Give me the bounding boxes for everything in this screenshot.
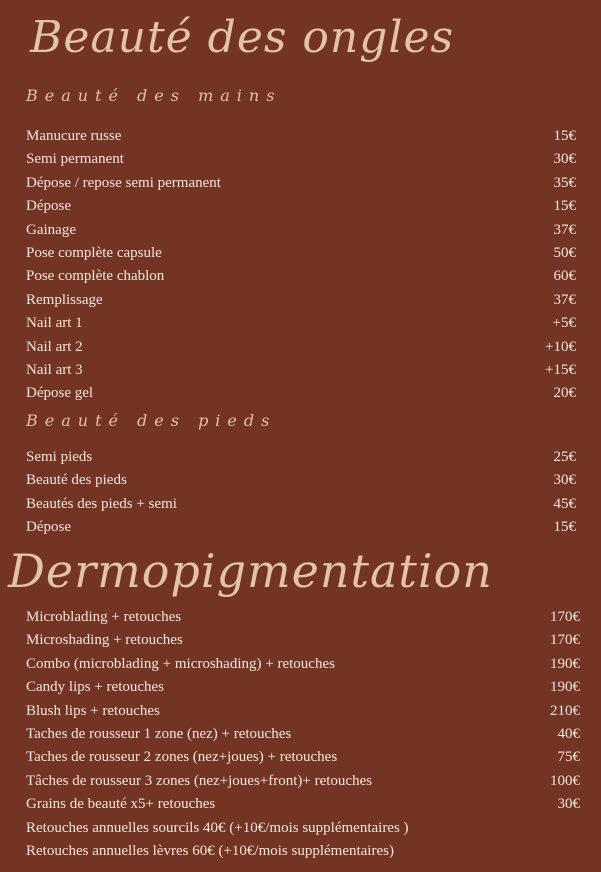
price-row [26,359,576,382]
price-row [26,493,576,516]
service-name: Dépose [26,519,71,536]
service-price: 15€ [553,519,576,536]
service-price: 100€ [550,772,580,789]
service-price: 15€ [553,128,576,144]
price-list-dermopigmentation [26,606,580,863]
service-price: 210€ [550,702,580,719]
service-price: 15€ [553,198,576,215]
service-price: 37€ [553,291,576,308]
subtitle-mains: Beauté des mains [26,86,282,105]
price-row [26,219,576,242]
service-price: 50€ [553,244,576,261]
service-name: Manucure russe [26,128,122,144]
service-name: Blush lips + retouches [26,702,160,719]
price-list-mains [26,125,576,406]
service-name: Nail art 1 [26,315,83,332]
service-name: Retouches annuelles sourcils 40€ (+10€/mois supplémentaires ) [26,819,409,836]
service-name: Retouches annuelles lèvres 60€ (+10€/mois supplémentaires) [26,842,394,859]
service-name: Microshading + retouches [26,632,183,649]
service-name: Tâches de rousseur 3 zones (nez+joues+front)+ retouches [26,772,373,789]
price-row [26,289,576,312]
service-price: 170€ [550,632,580,649]
service-price: 60€ [553,268,576,285]
service-name: Semi pieds [26,449,93,465]
service-name: Nail art 2 [26,338,83,355]
service-price: 170€ [550,609,580,625]
service-name: Nail art 3 [26,361,83,378]
price-row [26,265,576,288]
service-price: 30€ [557,796,580,813]
service-price: 45€ [553,495,576,512]
price-row [26,723,580,746]
service-name: Semi permanent [26,151,124,168]
service-price: +10€ [545,338,576,355]
price-row [26,606,580,629]
service-name: Pose complète capsule [26,244,162,261]
service-price: 190€ [550,655,580,672]
service-name: Beauté des pieds [26,472,127,489]
service-name: Candy lips + retouches [26,679,165,696]
service-name: Combo (microblading + microshading) + retouches [26,655,335,672]
service-name: Dépose gel [26,385,94,402]
service-price: 37€ [553,221,576,238]
price-row [26,336,576,359]
service-name: Taches de rousseur 1 zone (nez) + retouches [26,725,292,742]
price-row [26,446,576,469]
price-row [26,793,580,816]
service-price: +15€ [545,361,576,378]
price-row [26,148,576,171]
service-price: 25€ [553,449,576,465]
service-name: Pose complète chablon [26,268,165,285]
service-price: 75€ [557,749,580,766]
price-row [26,817,580,840]
service-name: Dépose / repose semi permanent [26,174,221,191]
service-price: +5€ [552,315,576,332]
price-row [26,700,580,723]
service-name: Taches de rousseur 2 zones (nez+joues) + retouches [26,749,338,766]
price-row [26,312,576,335]
service-price: 30€ [553,472,576,489]
price-list-pieds [26,446,576,540]
service-name: Dépose [26,198,71,215]
service-name: Remplissage [26,291,103,308]
service-name: Grains de beauté x5+ retouches [26,796,216,813]
price-row [26,125,576,148]
price-row [26,516,576,539]
price-row [26,653,580,676]
price-row [26,676,580,699]
price-row [26,840,580,863]
price-row [26,469,576,492]
service-price: 40€ [557,725,580,742]
subtitle-pieds: Beauté des pieds [26,411,277,430]
service-name: Microblading + retouches [26,609,182,625]
price-row [26,770,580,793]
section-title-dermopigmentation: Dermopigmentation [8,544,493,598]
price-row [26,382,576,405]
service-price: 35€ [553,174,576,191]
price-row [26,242,576,265]
service-price: 190€ [550,679,580,696]
section-title-ongles: Beauté des ongles [30,12,455,63]
price-row [26,746,580,769]
price-row [26,172,576,195]
service-name: Beautés des pieds + semi [26,495,177,512]
price-row [26,195,576,218]
service-name: Gainage [26,221,76,238]
service-price: 30€ [553,151,576,168]
price-row [26,629,580,652]
service-price: 20€ [553,385,576,402]
